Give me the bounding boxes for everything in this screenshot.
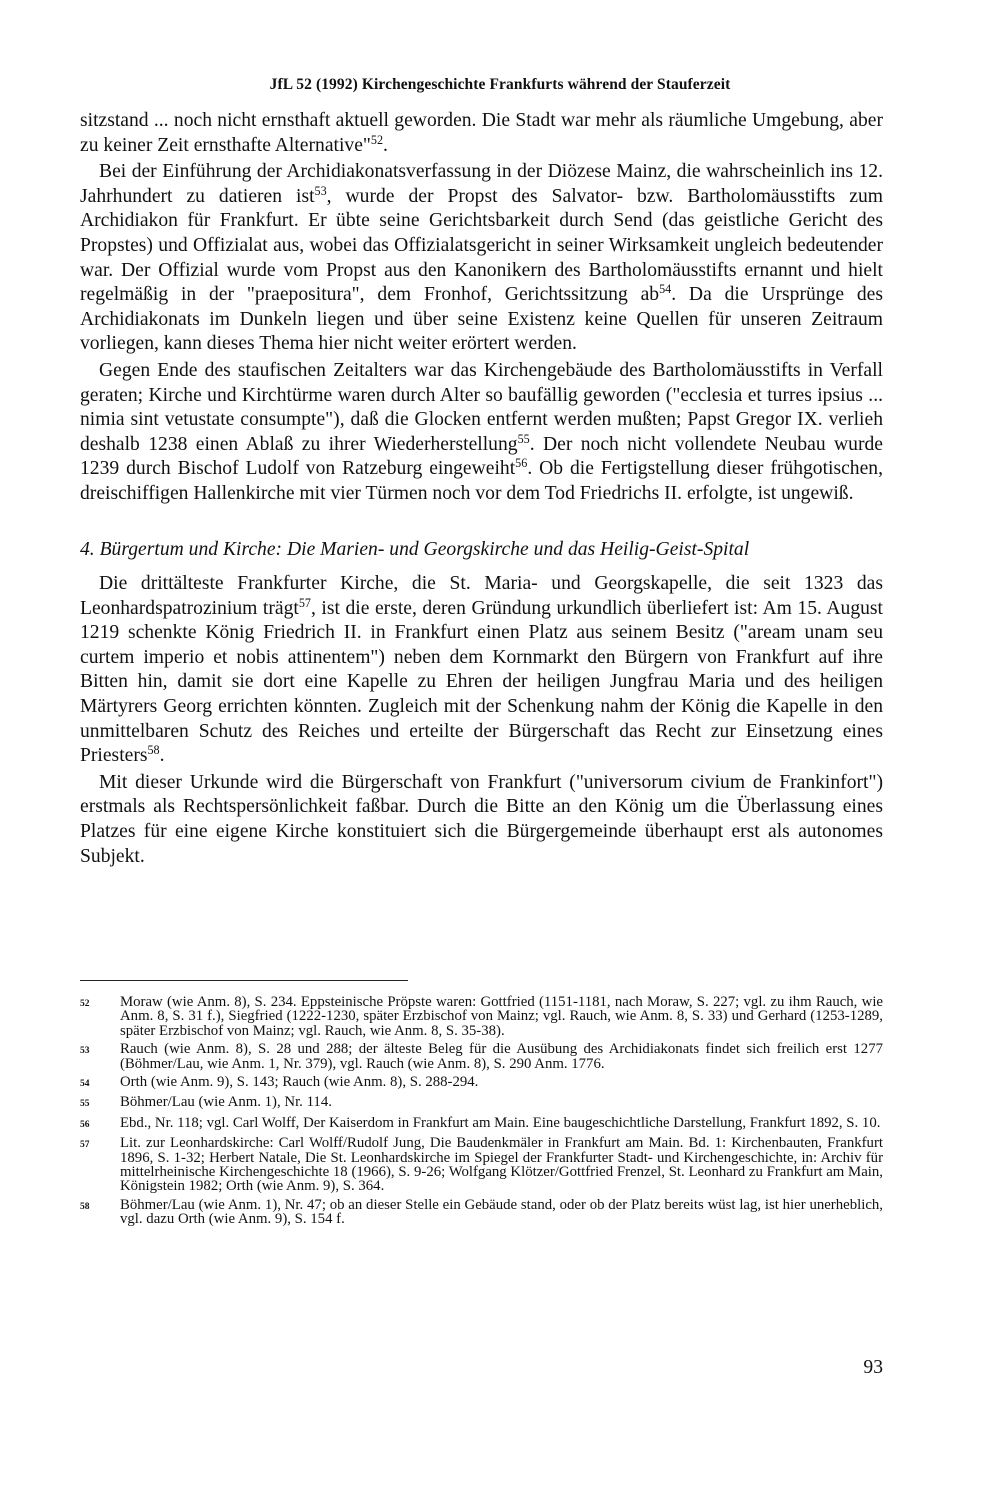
paragraph-text: sitzstand ... noch nicht ernsthaft aktuell geworden. Die Stadt war mehr als räumliche Umgebung, aber zu keiner Zeit ernsthafte Alternative"	[80, 110, 883, 156]
paragraph-text: , ist die erste, deren Gründung urkundlich überliefert ist: Am 15. August 1219 schenkte König Friedrich II. in Frankfurt einen Platz aus seinem Besitz ("aream unam seu curtem imperio et nobis attinentem") neben dem Kornmarkt den Bürgern von Frankfurt auf ihre Bitten hin, damit sie dort eine Kapelle zu Ehren der heiligen Jungfrau Maria und des heiligen Märtyrers Georg errichten könnten. Zugleich mit der Schenkung nahm der König die Kapelle in den unmittelbaren Schutz des Reiches und erteilte der Bürgerschaft das Recht zur Einsetzung eines Priesters	[80, 597, 883, 767]
footnote-number: 54	[80, 1079, 90, 1090]
footnote-ref[interactable]: 56	[515, 456, 528, 471]
paragraph-text: Mit dieser Urkunde wird die Bürgerschaft von Frankfurt ("universorum civium de Frankinfort") erstmals als Rechtspersönlichkeit faßbar. Durch die Bitte an den König um die Überlassung eines Platzes für eine eigene Kirche konstituiert sich die Bürgergemeinde überhaupt erst als autonomes Subjekt.	[80, 771, 883, 867]
footnote-divider	[80, 980, 408, 981]
paragraph-text: . Ob die Fertigstellung dieser frühgotischen, dreischiffigen Hallenkirche mit vier Türmen noch vor dem Tod Friedrichs II. erfolgte, ist ungewiß.	[80, 458, 883, 504]
footnote-ref[interactable]: 54	[659, 282, 672, 297]
footnote-text: Rauch (wie Anm. 8), S. 28 und 288; der älteste Beleg für die Ausübung des Archidiakonats findet sich freilich erst 1277 (Böhmer/Lau, wie Anm. 1, Nr. 379), vgl. Rauch (wie Anm. 8), S. 290 Anm. 1776.	[120, 1041, 883, 1072]
footnote-number: 52	[80, 999, 90, 1009]
paragraph-text: . Der noch nicht vollendete Neubau wurde 1239 durch Bischof Ludolf von Ratzeburg eingeweiht	[80, 433, 883, 480]
footnote	[80, 1136, 883, 1194]
footnote-text: Lit. zur Leonhardskirche: Carl Wolff/Rudolf Jung, Die Baudenkmäler in Frankfurt am Main. Bd. 1: Kirchenbauten, Frankfurt 1896, S. 1-32; Herbert Natale, Die St. Leonhardskirche im Spiegel der Frankfurter Stadt- und Kirchengeschichte, in: Archiv für mittelrheinische Kirchengeschichte 18 (1966), S. 9-26; Wolfgang Klötzer/Gottfried Frenzel, St. Leonhard zu Frankfurt am Main, Königstein 1982; Orth (wie Anm. 9), S. 364.	[120, 1135, 883, 1195]
paragraph-text: Die drittälteste Frankfurter Kirche, die St. Maria- und Georgskapelle, die seit 1323 das Leonhardspatrozinium trägt	[80, 573, 883, 619]
page-number: 93	[863, 1357, 883, 1378]
footnote-number: 57	[80, 1140, 90, 1151]
running-header: JfL 52 (1992) Kirchengeschichte Frankfurts während der Stauferzeit	[269, 76, 731, 93]
footnote	[80, 1095, 883, 1111]
footnote	[80, 1116, 883, 1132]
main-text	[80, 109, 883, 869]
footnote-ref[interactable]: 57	[298, 595, 311, 610]
paragraph-text: .	[383, 134, 388, 156]
footnote-text: Moraw (wie Anm. 8), S. 234. Eppsteinische Pröpste waren: Gottfried (1151-1181, nach Moraw, S. 227; vgl. zu ihm Rauch, wie Anm. 8, S. 31 f.), Siegfried (1222-1230, später Erzbischof von Mainz; vgl. Rauch, wie Anm. 8, S. 33) und Gerhard (1253-1289, später Erzbischof von Mainz; vgl. Rauch, wie Anm. 8, S. 35-38).	[120, 994, 883, 1039]
paragraph	[80, 771, 883, 869]
footnotes	[80, 995, 883, 1231]
footnote-text: Böhmer/Lau (wie Anm. 1), Nr. 47; ob an dieser Stelle ein Gebäude stand, oder ob der Platz bereits wüst lag, ist hier unerheblich, vgl. dazu Orth (wie Anm. 9), S. 154 f.	[120, 1196, 883, 1228]
footnote-ref[interactable]: 53	[314, 183, 327, 198]
footnote-text: Orth (wie Anm. 9), S. 143; Rauch (wie Anm. 8), S. 288-294.	[120, 1074, 479, 1091]
footnote-number: 58	[80, 1201, 90, 1212]
paragraph-text: . Da die Ursprünge des Archidiakonats im Dunkeln liegen und über seine Existenz keine Quellen für unseren Zeitraum vorliegen, kann dieses Thema hier nicht weiter erörtert werden.	[80, 284, 883, 355]
paragraph	[80, 359, 883, 507]
footnote	[80, 1198, 883, 1227]
footnote	[80, 995, 883, 1038]
paragraph	[80, 572, 883, 769]
footnote-number: 55	[80, 1099, 90, 1110]
section-heading: 4. Bürgertum und Kirche: Die Marien- und Georgskirche und das Heilig-Geist-Spital	[80, 538, 750, 560]
footnote-number: 53	[80, 1046, 90, 1057]
footnote-text: Böhmer/Lau (wie Anm. 1), Nr. 114.	[120, 1094, 332, 1111]
footnote	[80, 1042, 883, 1071]
paragraph-text: , wurde der Propst des Salvator- bzw. Bartholomäusstifts zum Archidiakon für Frankfurt. Er übte seine Gerichtsbarkeit durch Send (das geistliche Gericht des Propstes) und Offizialat aus, wobei das Offizialatsgericht in seiner Wirksamkeit ungleich bedeutender war. Der Offizial wurde vom Propst aus den Kanonikern des Bartholomäusstifts ernannt und hielt regelmäßig in der "praepositura", dem Fronhof, Gerichtssitzung ab	[80, 185, 883, 306]
footnote-ref[interactable]: 52	[370, 132, 384, 147]
paragraph-text: .	[159, 745, 165, 767]
footnote-text: Ebd., Nr. 118; vgl. Carl Wolff, Der Kaiserdom in Frankfurt am Main. Eine baugeschichtliche Darstellung, Frankfurt 1892, S. 10.	[120, 1114, 881, 1131]
paragraph-text: Gegen Ende des staufischen Zeitalters war das Kirchengebäude des Bartholomäusstifts in Verfall geraten; Kirche und Kirchtürme waren durch Alter so baufällig geworden ("ecclesia et turres ipsius ... nimia sint vetustate consumpte"), daß die Glocken entfernt werden mußten; Papst Gregor IX. verlieh deshalb 1238 einen Ablaß zu ihrer Wiederherstellung	[80, 359, 883, 455]
paragraph	[80, 160, 883, 357]
paragraph-text: Bei der Einführung der Archidiakonatsverfassung in der Diözese Mainz, die wahrscheinlich ins 12. Jahrhundert zu datieren ist	[80, 161, 883, 207]
footnote	[80, 1075, 883, 1091]
footnote-number: 56	[80, 1119, 90, 1130]
paragraph	[80, 109, 883, 158]
footnote-ref[interactable]: 55	[517, 431, 530, 446]
footnote-ref[interactable]: 58	[147, 743, 160, 758]
